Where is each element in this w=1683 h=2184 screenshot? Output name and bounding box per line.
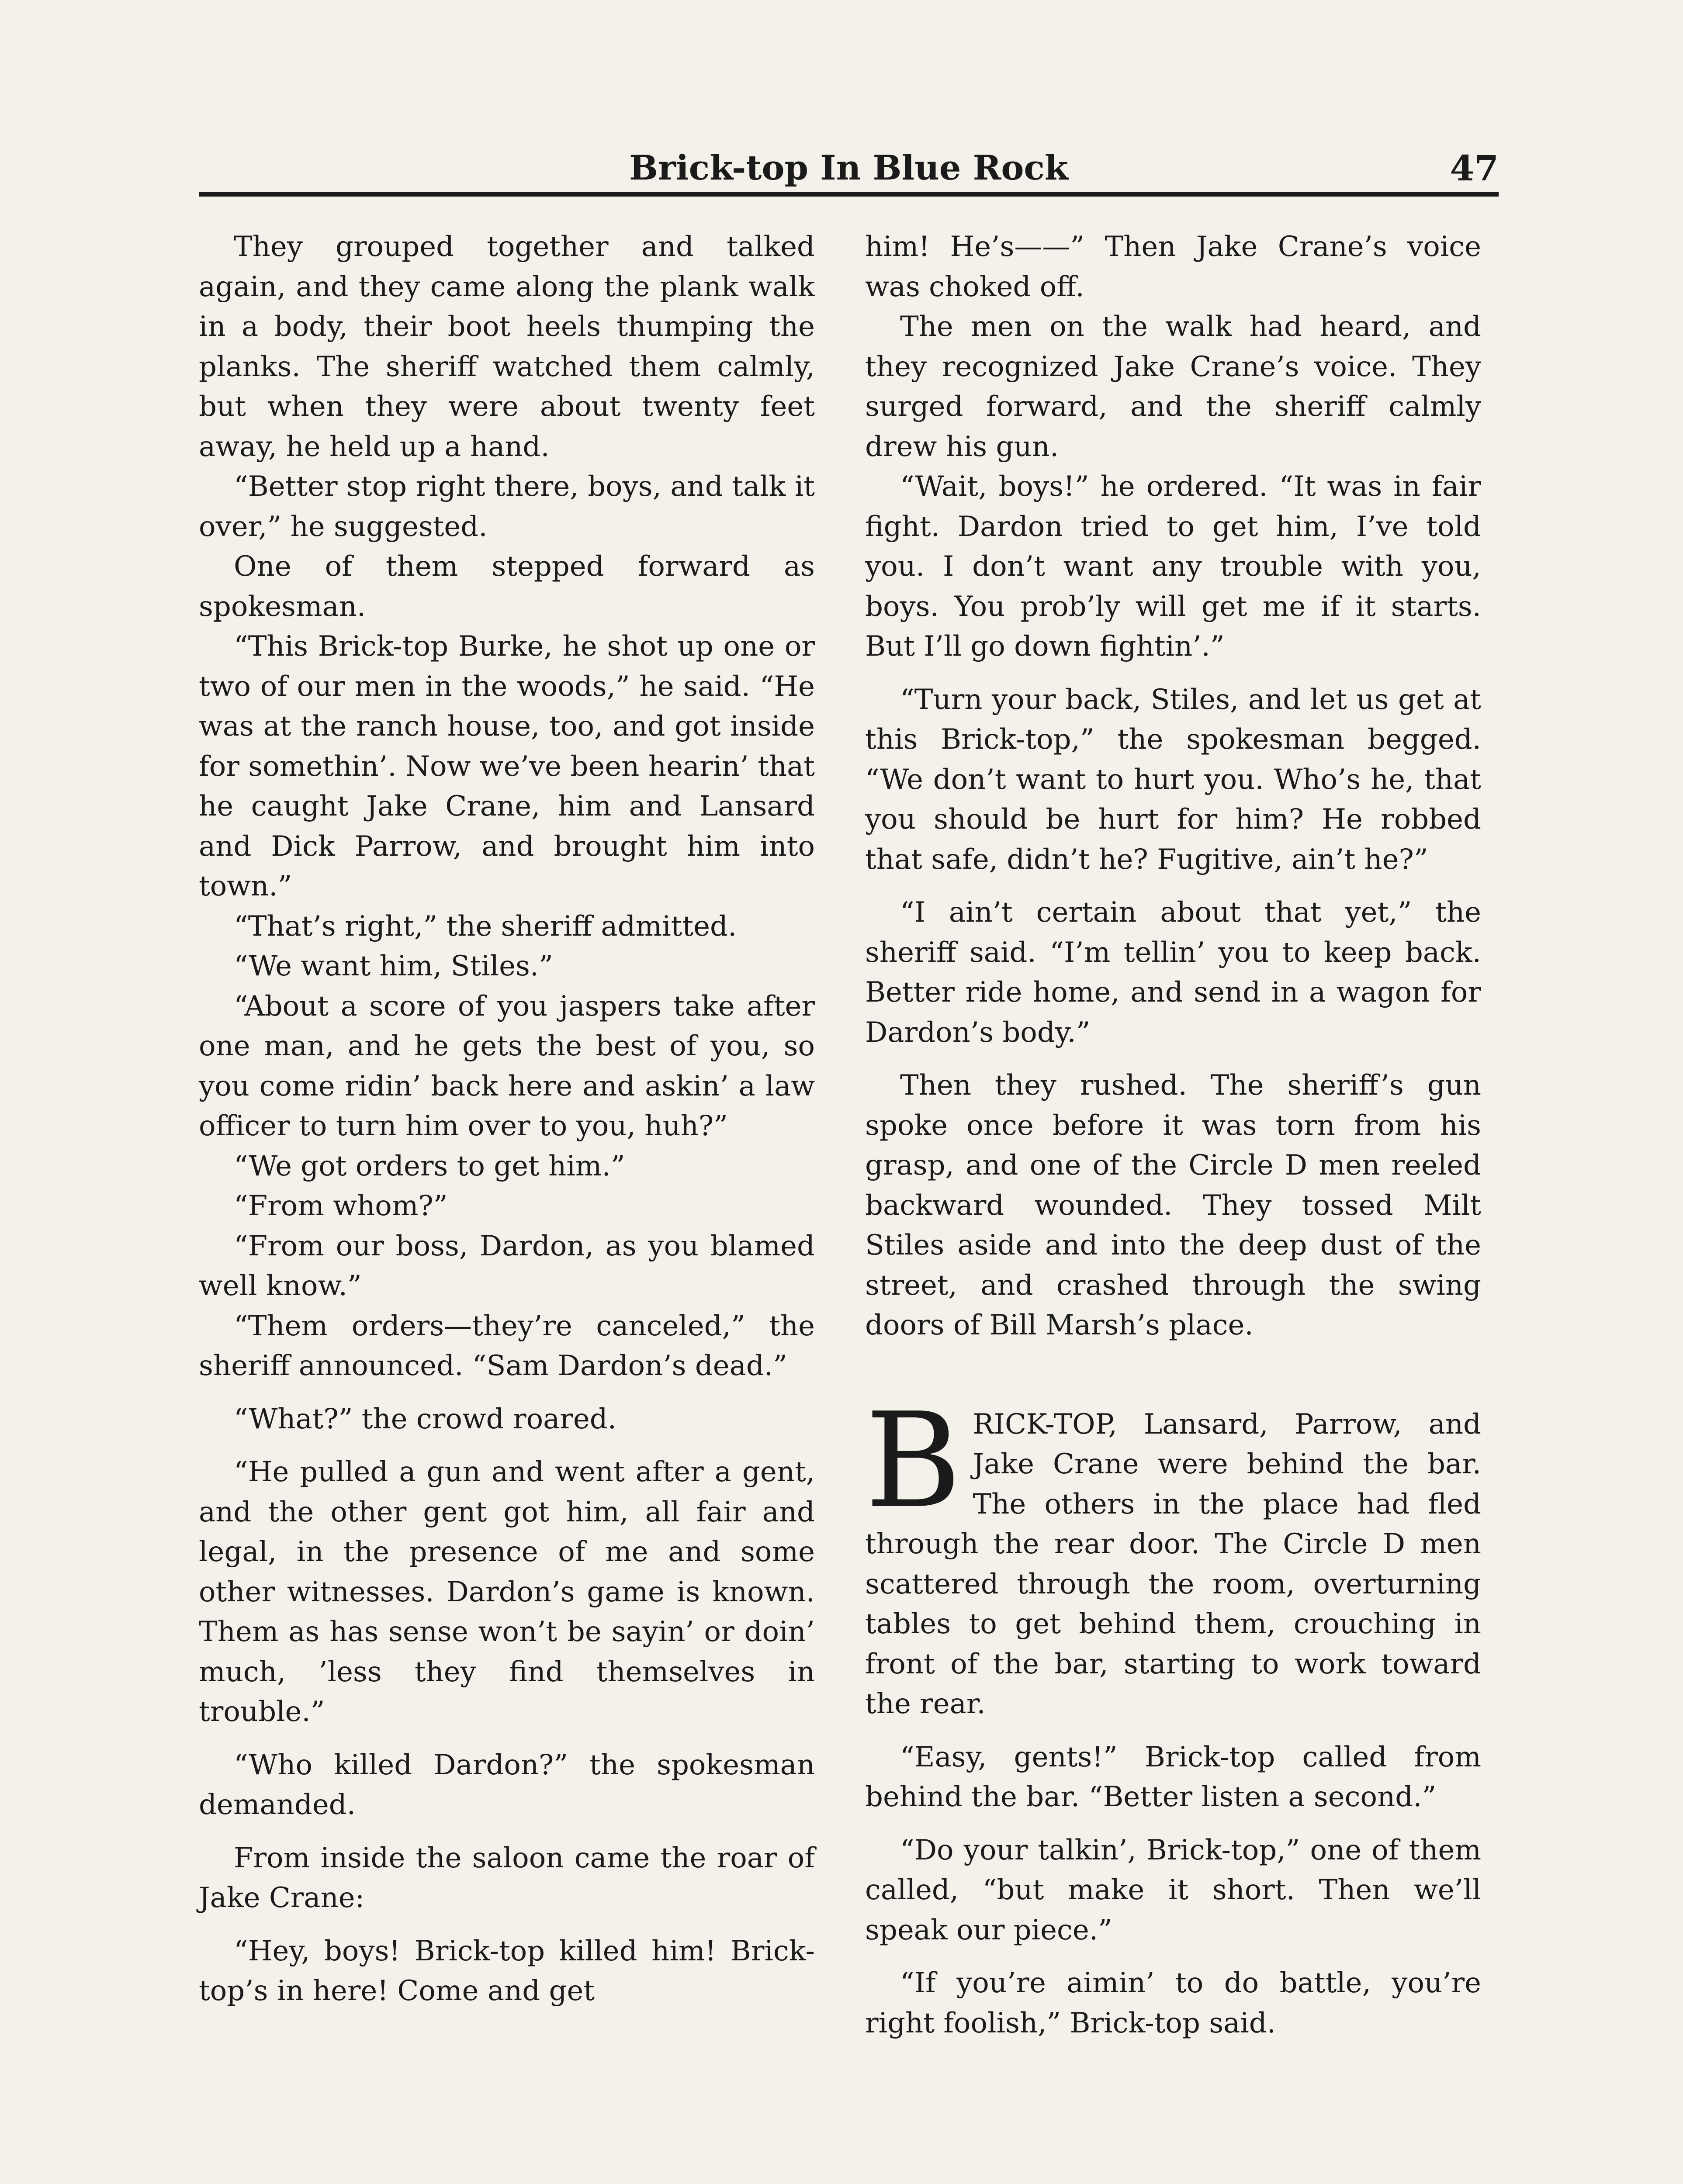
drop-cap-paragraph-text: RICK-TOP, Lansard, Parrow, and Jake Crane were behind the bar. The others in the place had fled through the rear door. The Circle D men scattered through the room, overturning tables to get behind them, crouching in front of the bar, starting to work toward the rear. — [865, 1408, 1481, 1720]
paragraph: “About a score of you jaspers take after one man, and he gets the best of you, so you come ridin’ back here and askin’ a law officer to turn him over to you, huh?” — [199, 990, 815, 1142]
paragraph: “From whom?” — [234, 1190, 448, 1222]
paragraph: From inside the saloon came the roar of Jake Crane: — [199, 1842, 815, 1914]
running-title: Brick-top In Blue Rock — [629, 148, 1068, 188]
drop-cap-paragraph — [865, 1384, 1481, 1724]
paragraph-continuation: him! He’s——” Then Jake Crane’s voice was choked off. — [865, 231, 1481, 303]
paragraph: “What?” the crowd roared. — [234, 1403, 617, 1435]
paragraph: “Wait, boys!” he ordered. “It was in fair fight. Dardon tried to get him, I’ve told you. I don’t want any trouble with you, boys. You prob’ly will get me if it starts. But I’ll go down fightin’.” — [865, 470, 1481, 663]
right-column — [865, 227, 1481, 2043]
paragraph: “This Brick-top Burke, he shot up one or two of our men in the woods,” he said. “He was at the ranch house, too, and got inside for somethin’. Now we’ve been hearin’ that he caught Jake Crane, him and Lansard and Dick Parrow, and brought him into town.” — [199, 630, 815, 902]
paragraph: “Turn your back, Stiles, and let us get at this Brick-top,” the spokesman begged. “We don’t want to hurt you. Who’s he, that you should be hurt for him? He robbed that safe, didn’t he? Fugitive, ain’t he?” — [865, 683, 1481, 876]
header-rule — [199, 192, 1499, 197]
paragraph: “He pulled a gun and went after a gent, and the other gent got him, all fair and legal, in the presence of me and some other witnesses. Dardon’s game is known. Them as has sense won’t be sayin’ or doin’ much, ’less they find themselves in trouble.” — [199, 1456, 815, 1728]
page-number: 47 — [1450, 148, 1499, 189]
paragraph: “Easy, gents!” Brick-top called from behind the bar. “Better listen a second.” — [865, 1741, 1481, 1813]
paragraph: “If you’re aimin’ to do battle, you’re right foolish,” Brick-top said. — [865, 1967, 1481, 2039]
paragraph: The men on the walk had heard, and they recognized Jake Crane’s voice. They surged forward, and the sheriff calmly drew his gun. — [865, 311, 1481, 463]
page-header — [199, 144, 1499, 194]
drop-cap: B — [865, 1384, 962, 1537]
paragraph: Then they rushed. The sheriff’s gun spoke once before it was torn from his grasp, and one of the Circle D men reeled backward wounded. They tossed Milt Stiles aside and into the deep dust of the street, and crashed through the swing doors of Bill Marsh’s place. — [865, 1069, 1481, 1341]
paragraph: “I ain’t certain about that yet,” the sheriff said. “I’m tellin’ you to keep back. Better ride home, and send in a wagon for Dardon’s body.” — [865, 896, 1481, 1049]
paragraph: “We got orders to get him.” — [234, 1150, 625, 1182]
paragraph: “Hey, boys! Brick-top killed him! Brick-top’s in here! Come and get — [199, 1935, 815, 2007]
paragraph: “Them orders—they’re canceled,” the sheriff announced. “Sam Dardon’s dead.” — [199, 1310, 815, 1382]
paragraph: “From our boss, Dardon, as you blamed well know.” — [199, 1230, 815, 1302]
left-column — [199, 227, 815, 2011]
paragraph: One of them stepped forward as spokesman. — [199, 550, 815, 623]
paragraph: “Do your talkin’, Brick-top,” one of them called, “but make it short. Then we’ll speak our piece.” — [865, 1834, 1481, 1946]
paragraph: “Who killed Dardon?” the spokesman demanded. — [199, 1749, 815, 1821]
paragraph: “We want him, Stiles.” — [234, 950, 553, 982]
paragraph: “Better stop right there, boys, and talk it over,” he suggested. — [199, 470, 815, 543]
paragraph: “That’s right,” the sheriff admitted. — [234, 910, 737, 943]
paragraph: They grouped together and talked again, and they came along the plank walk in a body, their boot heels thumping the planks. The sheriff watched them calmly, but when they were about twenty feet away, he held up a hand. — [199, 231, 815, 463]
